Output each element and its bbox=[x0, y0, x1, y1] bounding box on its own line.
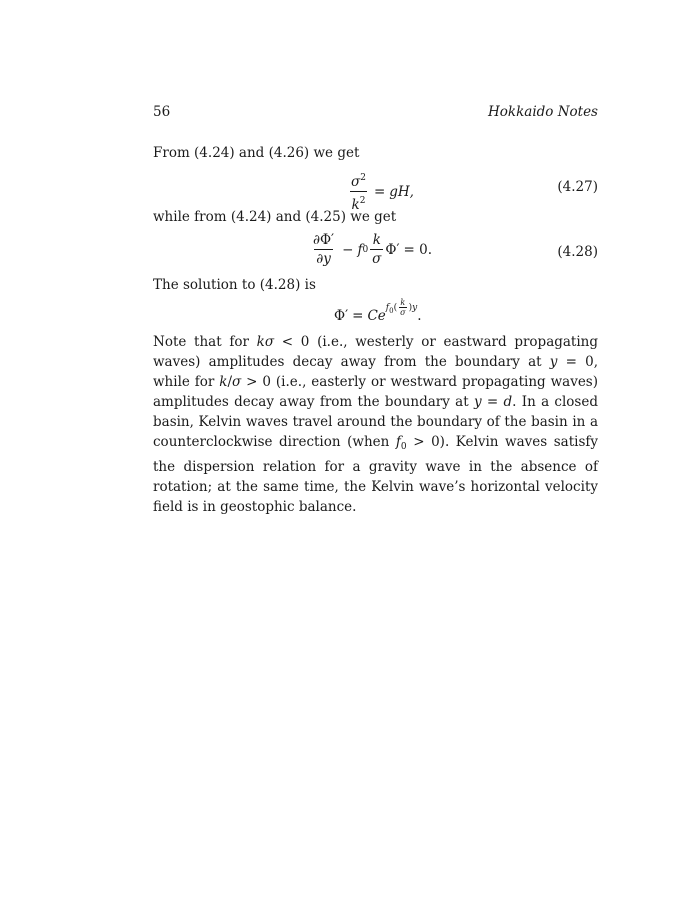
intro-text-3: The solution to (4.28) is bbox=[153, 277, 316, 293]
fraction-sigma2-over-k2: $\frac{\sigma^2}{k^2}$ bbox=[351, 173, 366, 213]
equation-4-28-rhs: = 0. bbox=[403, 241, 433, 258]
equation-number: (4.28) bbox=[557, 244, 598, 260]
page-number: 56 bbox=[153, 104, 171, 120]
equation-4-27-rhs: gH, bbox=[389, 183, 414, 200]
equation-4-28 bbox=[153, 232, 598, 272]
solution-equation bbox=[153, 298, 598, 330]
equation-number: (4.27) bbox=[557, 179, 598, 195]
equation-4-28-body: $\frac{\partial\Phi'}{\partial y}$ − f 0 $\frac{k}{\sigma}$ Φ′ = 0. bbox=[313, 232, 433, 267]
fraction-k-over-sigma: $\frac{k}{\sigma}$ bbox=[372, 232, 382, 267]
body-paragraph: Note that for kσ < 0 (i.e., westerly or eastward propagating waves) amplitudes decay away from the boundary at y = 0, while for k/σ > 0 (i.e., easterly or westward propagating waves) amplitudes decay away from the boundary at y = d. In a closed basin, Kelvin waves travel around the boundary of the basin in a counterclockwise direction (when $f_0 > 0$). Kelvin waves satisfy the dispersion relation for a gravity wave in the absence of rotation; at the same time, the Kelvin wave’s horizontal velocity field is in geostophic balance. bbox=[153, 334, 599, 515]
intro-text-1: From (4.24) and (4.26) we get bbox=[153, 145, 360, 161]
page-header bbox=[153, 104, 598, 124]
fraction-dphi-dy: $\frac{\partial\Phi'}{\partial y}$ bbox=[313, 232, 335, 267]
equation-4-27-body: $\frac{\sigma^2}{k^2}$ = gH, bbox=[347, 170, 414, 213]
equation-4-27 bbox=[153, 170, 598, 213]
solution-equation-body: Φ′ = Ce f 0 ( $\frac{k}{\sigma}$ ) y . bbox=[334, 298, 422, 324]
running-title: Hokkaido Notes bbox=[488, 104, 598, 120]
intro-text-2: while from (4.24) and (4.25) we get bbox=[153, 209, 397, 225]
